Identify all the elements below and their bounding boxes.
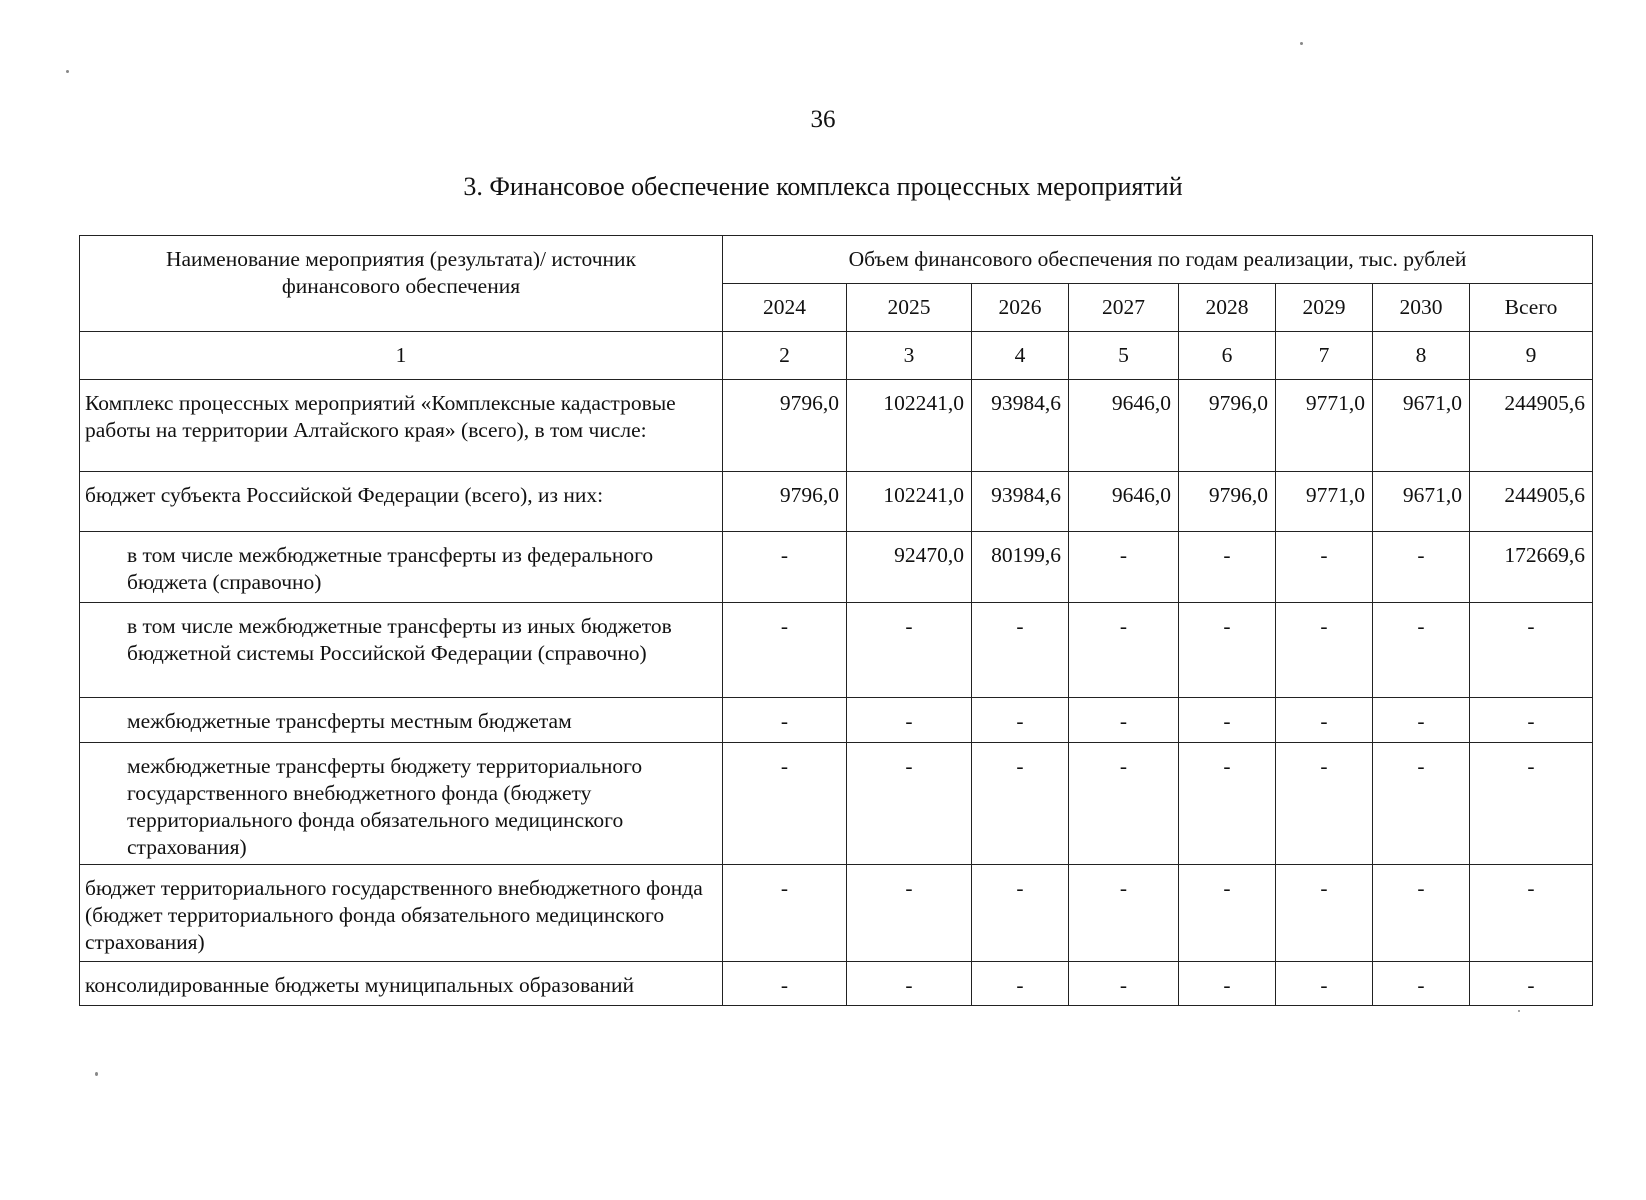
- row-value: 9796,0: [1179, 380, 1276, 472]
- header-year: 2028: [1179, 284, 1276, 332]
- row-value: -: [972, 962, 1069, 1006]
- row-value: -: [1069, 603, 1179, 698]
- header-year: 2030: [1373, 284, 1470, 332]
- column-number: 9: [1470, 332, 1593, 380]
- scan-speck: [1300, 42, 1303, 45]
- column-number: 6: [1179, 332, 1276, 380]
- row-value: -: [1373, 865, 1470, 962]
- row-value: -: [1069, 532, 1179, 603]
- row-total: -: [1470, 743, 1593, 865]
- column-number-row: [80, 332, 1593, 380]
- row-value: -: [1179, 532, 1276, 603]
- row-value: 9796,0: [1179, 472, 1276, 532]
- row-value: -: [972, 698, 1069, 743]
- row-name: в том числе межбюджетные трансферты из иных бюджетов бюджетной системы Российской Федерации (справочно): [80, 603, 723, 698]
- row-value: -: [1179, 698, 1276, 743]
- table-row: [80, 603, 1593, 698]
- row-value: -: [1276, 743, 1373, 865]
- row-value: -: [972, 865, 1069, 962]
- column-number: 2: [723, 332, 847, 380]
- row-value: -: [1373, 962, 1470, 1006]
- row-value: 9771,0: [1276, 472, 1373, 532]
- row-value: -: [847, 603, 972, 698]
- row-name: межбюджетные трансферты бюджету территориального государственного внебюджетного фонда (бюджету территориального фонда обязательного медицинского страхования): [80, 743, 723, 865]
- row-value: -: [723, 743, 847, 865]
- row-value: -: [847, 743, 972, 865]
- row-value: 9671,0: [1373, 380, 1470, 472]
- section-title: 3. Финансовое обеспечение комплекса процессных мероприятий: [463, 172, 1183, 201]
- row-value: -: [1069, 865, 1179, 962]
- row-value: -: [1179, 865, 1276, 962]
- row-value: -: [1179, 962, 1276, 1006]
- row-value: -: [847, 865, 972, 962]
- row-name: бюджет территориального государственного внебюджетного фонда (бюджет территориального фонда обязательного медицинского страхования): [80, 865, 723, 962]
- row-name: Комплекс процессных мероприятий «Комплексные кадастровые работы на территории Алтайского края» (всего), в том числе:: [80, 380, 723, 472]
- header-year: 2027: [1069, 284, 1179, 332]
- row-value: -: [723, 962, 847, 1006]
- row-value: -: [723, 603, 847, 698]
- row-value: 9646,0: [1069, 380, 1179, 472]
- header-name: Наименование мероприятия (результата)/ источник финансового обеспечения: [80, 236, 723, 332]
- header-year: 2029: [1276, 284, 1373, 332]
- table-row: [80, 472, 1593, 532]
- column-number: 8: [1373, 332, 1470, 380]
- row-value: 102241,0: [847, 380, 972, 472]
- row-value: -: [1276, 532, 1373, 603]
- row-value: 102241,0: [847, 472, 972, 532]
- row-value: -: [847, 698, 972, 743]
- row-value: -: [1069, 962, 1179, 1006]
- row-value: 9671,0: [1373, 472, 1470, 532]
- row-total: -: [1470, 962, 1593, 1006]
- row-name: межбюджетные трансферты местным бюджетам: [80, 698, 723, 743]
- scan-speck: [1518, 1010, 1520, 1012]
- row-value: -: [1179, 603, 1276, 698]
- row-value: -: [1276, 603, 1373, 698]
- row-value: -: [1276, 698, 1373, 743]
- table-row: [80, 962, 1593, 1006]
- row-name: консолидированные бюджеты муниципальных образований: [80, 962, 723, 1006]
- row-value: 9796,0: [723, 472, 847, 532]
- column-number: 7: [1276, 332, 1373, 380]
- row-value: 80199,6: [972, 532, 1069, 603]
- header-year: 2025: [847, 284, 972, 332]
- header-group: Объем финансового обеспечения по годам реализации, тыс. рублей: [723, 236, 1593, 284]
- row-value: 92470,0: [847, 532, 972, 603]
- financing-table: [79, 235, 1593, 1006]
- row-name: бюджет субъекта Российской Федерации (всего), из них:: [80, 472, 723, 532]
- row-value: -: [1069, 698, 1179, 743]
- column-number: 5: [1069, 332, 1179, 380]
- row-total: 244905,6: [1470, 472, 1593, 532]
- row-total: -: [1470, 865, 1593, 962]
- row-value: -: [1373, 532, 1470, 603]
- row-value: -: [972, 603, 1069, 698]
- row-value: -: [972, 743, 1069, 865]
- scan-speck: [66, 70, 69, 73]
- row-value: 9771,0: [1276, 380, 1373, 472]
- row-value: 93984,6: [972, 472, 1069, 532]
- row-value: -: [1179, 743, 1276, 865]
- row-value: -: [1276, 865, 1373, 962]
- table-row: [80, 743, 1593, 865]
- column-number: 1: [80, 332, 723, 380]
- row-value: -: [847, 962, 972, 1006]
- table-row: [80, 698, 1593, 743]
- row-total: -: [1470, 603, 1593, 698]
- row-value: 9646,0: [1069, 472, 1179, 532]
- header-year: 2026: [972, 284, 1069, 332]
- row-value: -: [1276, 962, 1373, 1006]
- table-row: [80, 532, 1593, 603]
- row-value: -: [723, 532, 847, 603]
- row-value: -: [1069, 743, 1179, 865]
- row-value: -: [723, 865, 847, 962]
- table-row: [80, 865, 1593, 962]
- row-total: -: [1470, 698, 1593, 743]
- table-row: [80, 380, 1593, 472]
- header-year: 2024: [723, 284, 847, 332]
- row-value: 93984,6: [972, 380, 1069, 472]
- row-name: в том числе межбюджетные трансферты из федерального бюджета (справочно): [80, 532, 723, 603]
- column-number: 4: [972, 332, 1069, 380]
- scan-speck: [95, 1072, 98, 1076]
- header-total: Всего: [1470, 284, 1593, 332]
- row-value: -: [1373, 603, 1470, 698]
- row-value: 9796,0: [723, 380, 847, 472]
- column-number: 3: [847, 332, 972, 380]
- row-total: 172669,6: [1470, 532, 1593, 603]
- row-value: -: [1373, 698, 1470, 743]
- row-value: -: [1373, 743, 1470, 865]
- row-total: 244905,6: [1470, 380, 1593, 472]
- page-number: 36: [810, 106, 836, 133]
- row-value: -: [723, 698, 847, 743]
